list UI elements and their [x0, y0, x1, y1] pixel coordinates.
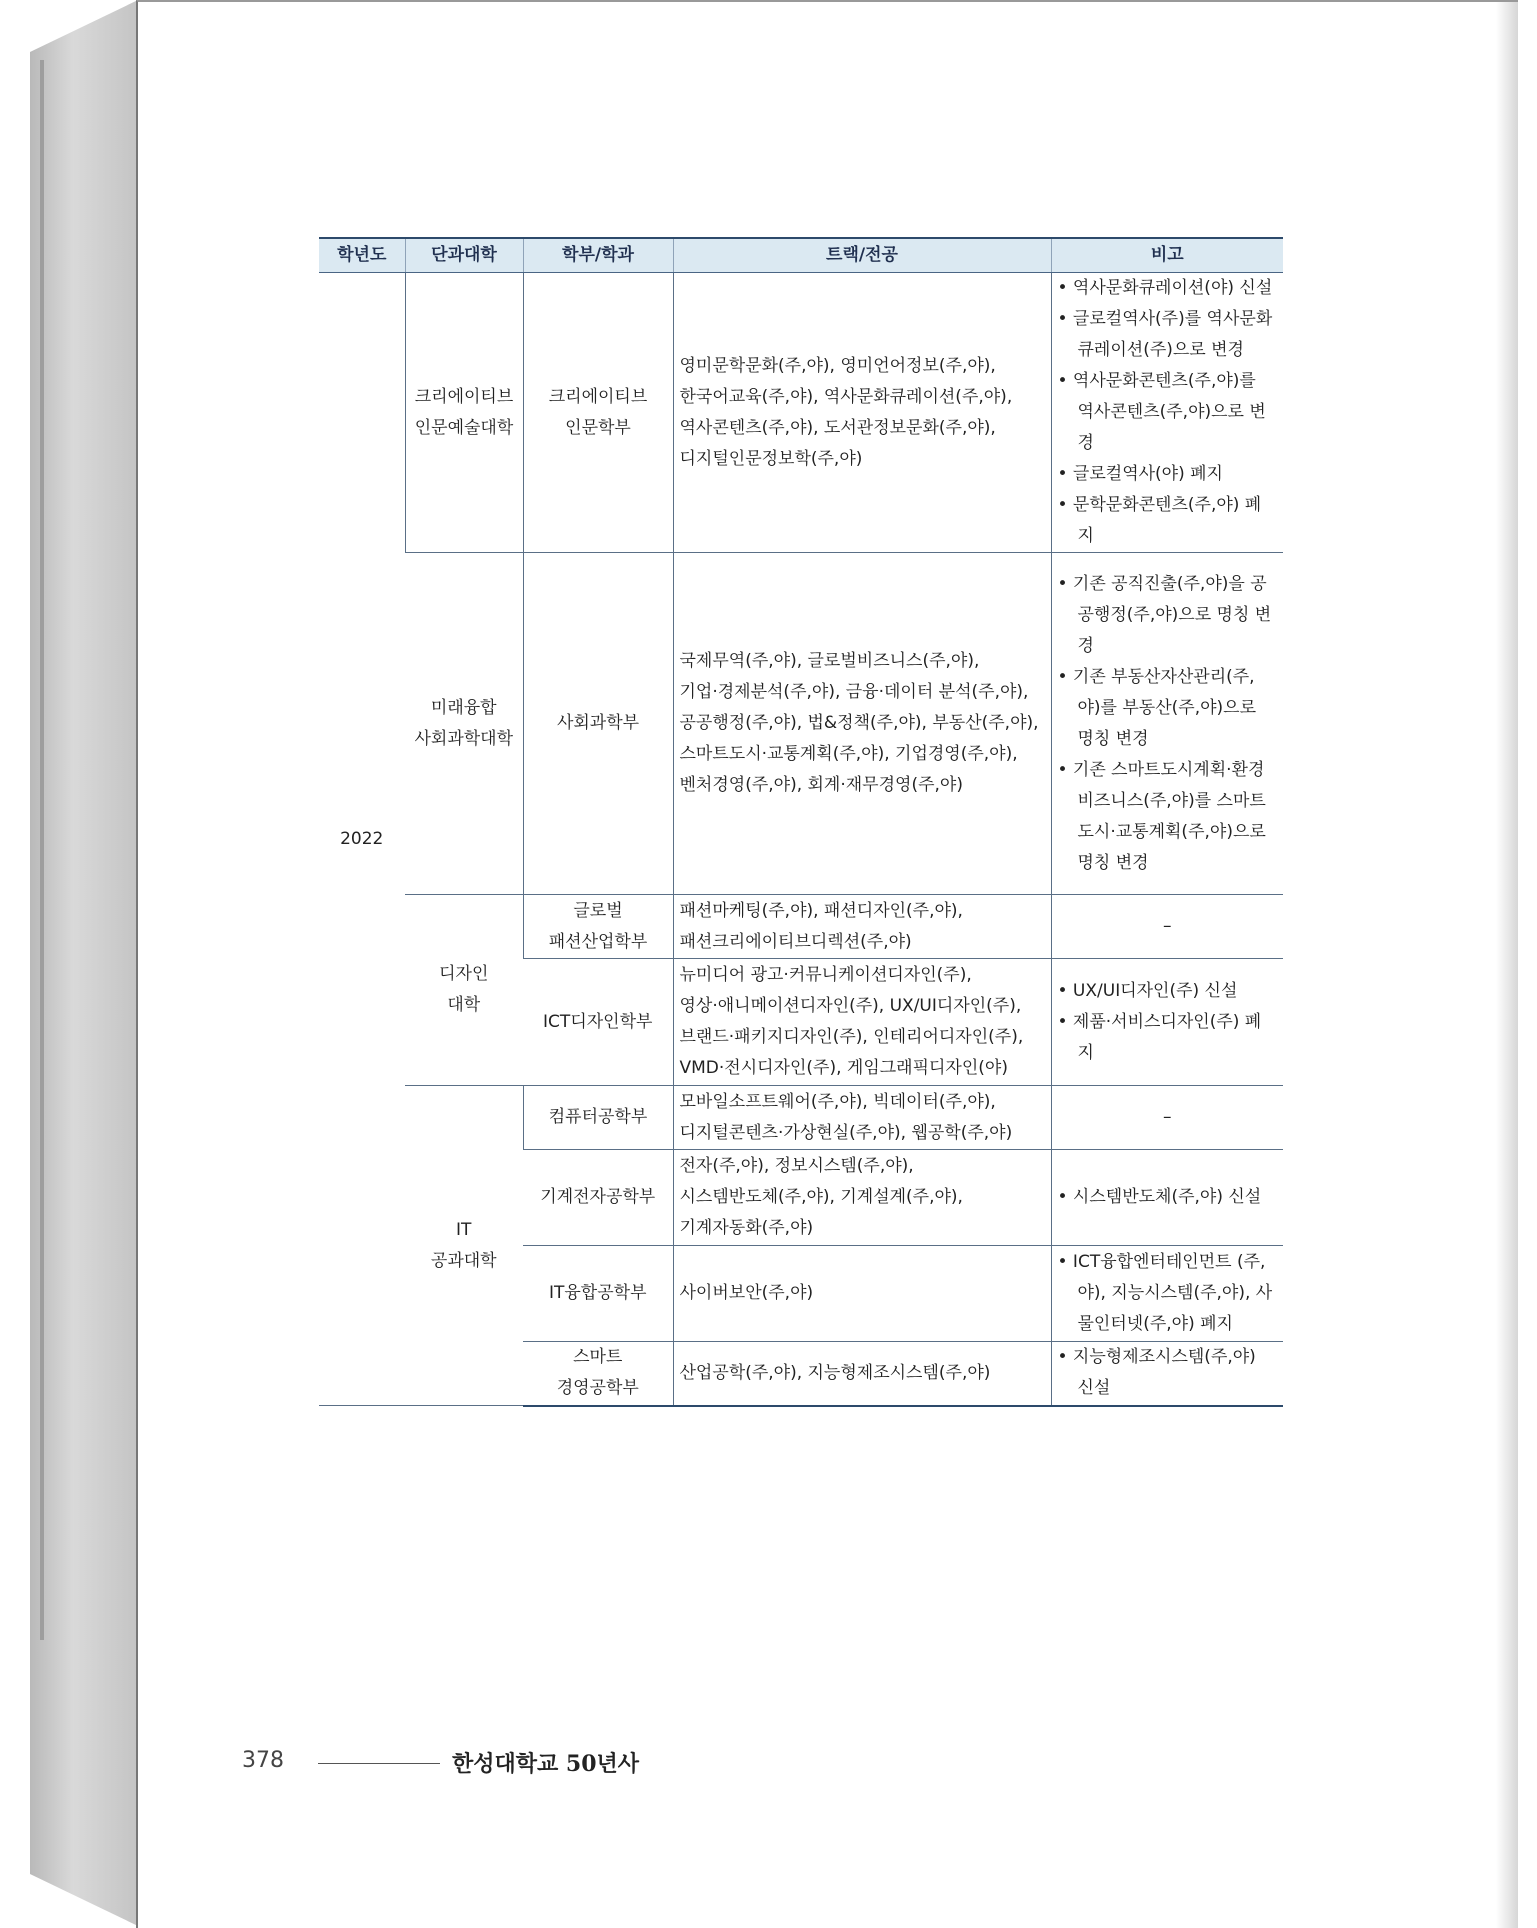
track-cell: [673, 895, 1051, 959]
track-line: 한국어교육(주,야), 역사문화큐레이션(주,야),: [679, 386, 1013, 407]
track-cell: [673, 1150, 1051, 1246]
notes-cell: [1051, 959, 1283, 1086]
note-item: • 역사문화콘텐츠(주,야)를 역사콘텐츠(주,야)으로 변경: [1057, 371, 1266, 453]
notes-cell: [1051, 1150, 1283, 1246]
book-edge-line: [40, 60, 44, 1640]
college-line: 미래융합: [430, 697, 497, 718]
track-line: 역사콘텐츠(주,야), 도서관정보문화(주,야),: [679, 417, 996, 438]
dept-line: ICT디자인학부: [543, 1011, 653, 1032]
track-line: 브랜드·패키지디자인(주), 인테리어디자인(주),: [679, 1027, 1024, 1047]
track-cell: [673, 1342, 1051, 1406]
dept-line: 기계전자공학부: [540, 1187, 656, 1207]
table-row: [319, 553, 1283, 895]
dept-cell: [523, 553, 673, 895]
dept-line: 크리에이티브: [548, 386, 648, 407]
track-line: 국제무역(주,야), 글로벌비즈니스(주,야),: [679, 651, 980, 671]
track-line: 스마트도시·교통계획(주,야), 기업경영(주,야),: [679, 744, 1018, 764]
table-row: [319, 895, 1283, 959]
note-item: • 글로컬역사(야) 폐지: [1057, 464, 1223, 484]
college-line: 인문예술대학: [414, 417, 514, 438]
dept-line: 패션산업학부: [548, 931, 648, 952]
college-line: IT: [456, 1219, 472, 1240]
track-line: 기업·경제분석(주,야), 금융·데이터 분석(주,야),: [679, 682, 1029, 702]
track-line: 모바일소프트웨어(주,야), 빅데이터(주,야),: [679, 1091, 996, 1112]
footer-rule: [318, 1763, 440, 1764]
college-line: 사회과학대학: [414, 728, 514, 749]
note-dash: –: [1163, 916, 1172, 936]
college-line: 디자인: [439, 964, 489, 984]
college-cell: [405, 895, 523, 1086]
dept-cell: [523, 1246, 673, 1342]
track-line: 뉴미디어 광고·커뮤니케이션디자인(주),: [679, 965, 972, 985]
note-item: • 제품·서비스디자인(주) 폐지: [1057, 1011, 1262, 1063]
track-line: VMD·전시디자인(주), 게임그래픽디자인(야): [679, 1058, 1008, 1078]
dept-cell: [523, 1086, 673, 1150]
track-line: 디지털콘텐츠·가상현실(주,야), 웹공학(주,야): [679, 1122, 1013, 1143]
page-number: 378: [242, 1748, 284, 1773]
table-row: [319, 273, 1283, 553]
year-value: 2022: [340, 828, 384, 849]
page-shadow: [1496, 2, 1518, 1928]
track-cell: [673, 1246, 1051, 1342]
table-header-row: [319, 238, 1283, 273]
curriculum-table: [319, 237, 1283, 1407]
track-line: 디지털인문정보학(주,야): [679, 448, 863, 469]
track-cell: [673, 1086, 1051, 1150]
table-row: [319, 1086, 1283, 1150]
track-line: 패션크리에이티브디렉션(주,야): [679, 931, 912, 952]
dept-cell: [523, 1150, 673, 1246]
track-line: 사이버보안(주,야): [679, 1283, 814, 1303]
header-track: 트랙/전공: [673, 238, 1051, 273]
track-line: 시스템반도체(주,야), 기계설계(주,야),: [679, 1187, 963, 1207]
header-department: 학부/학과: [523, 238, 673, 273]
track-line: 영미문학문화(주,야), 영미언어정보(주,야),: [679, 355, 996, 376]
header-notes: 비고: [1051, 238, 1283, 273]
dept-line: 글로벌: [573, 900, 623, 921]
note-item: • 기존 부동산자산관리(주,야)를 부동산(주,야)으로 명칭 변경: [1057, 666, 1257, 749]
notes-cell: [1051, 1086, 1283, 1150]
notes-cell: [1051, 1342, 1283, 1406]
note-item: • 글로컬역사(주)를 역사문화큐레이션(주)으로 변경: [1057, 309, 1273, 360]
track-line: 산업공학(주,야), 지능형제조시스템(주,야): [679, 1362, 991, 1383]
note-item: • UX/UI디자인(주) 신설: [1057, 980, 1238, 1001]
dept-line: 컴퓨터공학부: [548, 1107, 648, 1127]
notes-cell: [1051, 273, 1283, 553]
track-line: 전자(주,야), 정보시스템(주,야),: [679, 1156, 914, 1176]
track-line: 영상·애니메이션디자인(주), UX/UI디자인(주),: [679, 996, 1022, 1016]
note-item: • 기존 공직진출(주,야)을 공공행정(주,야)으로 명칭 변경: [1057, 573, 1272, 656]
dept-cell: [523, 959, 673, 1086]
track-cell: [673, 273, 1051, 553]
dept-line: IT융합공학부: [548, 1283, 647, 1303]
note-item: • 시스템반도체(주,야) 신설: [1057, 1187, 1262, 1207]
header-college: 단과대학: [405, 238, 523, 273]
dept-line: 인문학부: [565, 417, 631, 438]
college-line: 대학: [447, 995, 481, 1015]
track-line: 기계자동화(주,야): [679, 1218, 814, 1238]
dept-line: 스마트: [573, 1347, 623, 1368]
dept-cell: [523, 273, 673, 553]
track-line: 공공행정(주,야), 법&정책(주,야), 부동산(주,야),: [679, 713, 1039, 733]
college-cell: [405, 273, 523, 553]
college-line: 공과대학: [430, 1250, 497, 1271]
note-item: • 역사문화큐레이션(야) 신설: [1057, 278, 1273, 298]
dept-cell: [523, 895, 673, 959]
notes-cell: [1051, 553, 1283, 895]
year-cell: [319, 273, 405, 1406]
dept-cell: [523, 1342, 673, 1406]
note-item: • ICT융합엔터테인먼트 (주,야), 지능시스템(주,야), 사물인터넷(주,야) 폐지: [1057, 1252, 1273, 1334]
header-year: 학년도: [319, 238, 405, 273]
note-dash: –: [1163, 1107, 1172, 1127]
note-item: • 문학문화콘텐츠(주,야) 폐지: [1057, 495, 1262, 546]
college-cell: [405, 1086, 523, 1406]
notes-cell: [1051, 1246, 1283, 1342]
track-line: 패션마케팅(주,야), 패션디자인(주,야),: [679, 900, 963, 921]
book-edge: [30, 0, 138, 1926]
college-cell: [405, 553, 523, 895]
college-line: 크리에이티브: [414, 386, 514, 407]
notes-cell: [1051, 895, 1283, 959]
track-cell: [673, 553, 1051, 895]
dept-line: 경영공학부: [556, 1378, 639, 1399]
track-cell: [673, 959, 1051, 1086]
dept-line: 사회과학부: [556, 713, 640, 733]
track-line: 벤처경영(주,야), 회계·재무경영(주,야): [679, 775, 963, 795]
book-title: 한성대학교 50년사: [452, 1751, 640, 1777]
note-item: • 지능형제조시스템(주,야) 신설: [1057, 1347, 1256, 1399]
note-item: • 기존 스마트도시계획·환경비즈니스(주,야)를 스마트도시·교통계획(주,야)으로 명칭 변경: [1057, 759, 1266, 873]
